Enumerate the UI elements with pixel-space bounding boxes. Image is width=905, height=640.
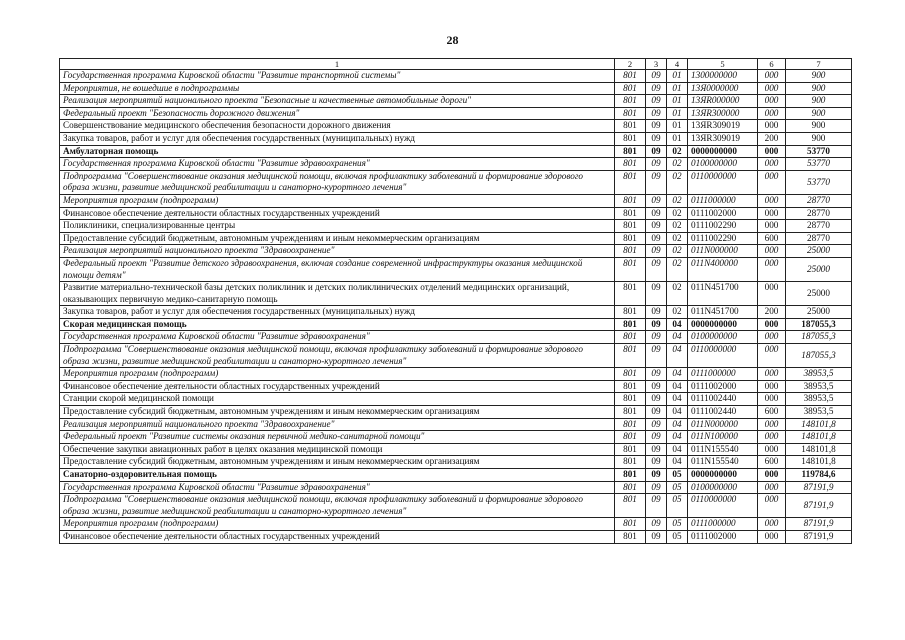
- row-amount: 900: [786, 82, 852, 95]
- row-col-6: 200: [758, 306, 786, 319]
- row-amount: 187055,3: [786, 344, 852, 368]
- row-col-3: 09: [646, 120, 667, 133]
- row-name: Подпрограмма "Совершенствование оказания медицинской помощи, включая профилактику заболеваний и формирование здорового образа жизни, развитие медицинской реабилитации и санаторно-курортного лечения": [60, 170, 615, 194]
- row-amount: 53770: [786, 170, 852, 194]
- row-amount: 28770: [786, 207, 852, 220]
- row-amount: 87191,9: [786, 494, 852, 518]
- row-name: Санаторно-оздоровительная помощь: [60, 469, 615, 482]
- row-col-2: 801: [615, 431, 646, 444]
- row-col-3: 09: [646, 518, 667, 531]
- row-col-5: 13ЯR309019: [688, 120, 758, 133]
- row-col-3: 09: [646, 194, 667, 207]
- header-col-5: 5: [688, 59, 758, 70]
- row-col-3: 09: [646, 207, 667, 220]
- row-col-3: 09: [646, 481, 667, 494]
- header-col-3: 3: [646, 59, 667, 70]
- row-col-4: 05: [667, 518, 688, 531]
- row-name: Финансовое обеспечение деятельности областных государственных учреждений: [60, 530, 615, 543]
- row-col-5: 011N155540: [688, 456, 758, 469]
- row-name: Предоставление субсидий бюджетным, автономным учреждениям и иным некоммерческим организациям: [60, 456, 615, 469]
- table-row: [60, 443, 852, 456]
- row-col-5: 011N000000: [688, 245, 758, 258]
- row-col-3: 09: [646, 158, 667, 171]
- table-row: [60, 158, 852, 171]
- row-amount: 28770: [786, 232, 852, 245]
- table-row: [60, 306, 852, 319]
- header-col-6: 6: [758, 59, 786, 70]
- row-col-6: 000: [758, 245, 786, 258]
- row-name: Обеспечение закупки авиационных работ в целях оказания медицинской помощи: [60, 443, 615, 456]
- row-col-3: 09: [646, 494, 667, 518]
- row-name: Государственная программа Кировской области "Развитие здравоохранения": [60, 158, 615, 171]
- row-name: Развитие материально-технической базы детских поликлиник и детских поликлинических отделений медицинских организаций, оказывающих первичную медико-санитарную помощь: [60, 282, 615, 306]
- table-row: [60, 120, 852, 133]
- row-col-5: 0111000000: [688, 368, 758, 381]
- row-amount: 38953,5: [786, 380, 852, 393]
- row-col-4: 02: [667, 170, 688, 194]
- row-col-5: 0110000000: [688, 344, 758, 368]
- row-col-6: 000: [758, 257, 786, 281]
- row-col-4: 04: [667, 418, 688, 431]
- header-col-2: 2: [615, 59, 646, 70]
- row-col-4: 01: [667, 70, 688, 83]
- row-col-3: 09: [646, 306, 667, 319]
- table-row: [60, 257, 852, 281]
- row-name: Мероприятия, не вошедшие в подпрограммы: [60, 82, 615, 95]
- row-col-6: 000: [758, 220, 786, 233]
- row-col-5: 0110000000: [688, 170, 758, 194]
- table-row: [60, 380, 852, 393]
- row-col-5: 0111002000: [688, 207, 758, 220]
- row-col-5: 011N400000: [688, 257, 758, 281]
- row-col-2: 801: [615, 232, 646, 245]
- table-row: [60, 530, 852, 543]
- row-col-3: 09: [646, 331, 667, 344]
- row-col-5: 0000000000: [688, 318, 758, 331]
- table-row: [60, 518, 852, 531]
- row-name: Финансовое обеспечение деятельности областных государственных учреждений: [60, 380, 615, 393]
- row-col-6: 000: [758, 82, 786, 95]
- row-col-4: 04: [667, 331, 688, 344]
- row-col-5: 011N155540: [688, 443, 758, 456]
- row-col-4: 02: [667, 220, 688, 233]
- row-col-5: 011N451700: [688, 306, 758, 319]
- table-row: [60, 393, 852, 406]
- row-col-2: 801: [615, 331, 646, 344]
- row-name: Закупка товаров, работ и услуг для обеспечения государственных (муниципальных) нужд: [60, 132, 615, 145]
- row-col-2: 801: [615, 132, 646, 145]
- row-col-5: 0111002440: [688, 406, 758, 419]
- row-amount: 87191,9: [786, 481, 852, 494]
- table-row: [60, 145, 852, 158]
- row-amount: 25000: [786, 282, 852, 306]
- row-col-6: 000: [758, 318, 786, 331]
- row-col-3: 09: [646, 443, 667, 456]
- row-col-6: 000: [758, 469, 786, 482]
- row-col-6: 000: [758, 70, 786, 83]
- header-col-1: 1: [60, 59, 615, 70]
- row-col-4: 04: [667, 344, 688, 368]
- row-col-2: 801: [615, 406, 646, 419]
- row-col-4: 01: [667, 120, 688, 133]
- table-row: [60, 406, 852, 419]
- row-amount: 148101,8: [786, 418, 852, 431]
- row-col-3: 09: [646, 418, 667, 431]
- row-col-4: 02: [667, 158, 688, 171]
- row-col-5: 011N100000: [688, 431, 758, 444]
- row-col-2: 801: [615, 82, 646, 95]
- table-row: [60, 82, 852, 95]
- row-amount: 38953,5: [786, 406, 852, 419]
- row-amount: 900: [786, 120, 852, 133]
- row-amount: 28770: [786, 194, 852, 207]
- row-col-4: 04: [667, 380, 688, 393]
- row-col-4: 04: [667, 318, 688, 331]
- row-col-3: 09: [646, 380, 667, 393]
- row-col-6: 000: [758, 145, 786, 158]
- table-row: [60, 318, 852, 331]
- row-col-3: 09: [646, 530, 667, 543]
- row-col-3: 09: [646, 257, 667, 281]
- row-col-5: 0111002290: [688, 220, 758, 233]
- row-col-2: 801: [615, 194, 646, 207]
- row-col-6: 000: [758, 393, 786, 406]
- row-col-5: 011N451700: [688, 282, 758, 306]
- row-col-4: 05: [667, 530, 688, 543]
- row-col-5: 0000000000: [688, 469, 758, 482]
- row-col-5: 0100000000: [688, 331, 758, 344]
- row-col-4: 01: [667, 132, 688, 145]
- row-col-2: 801: [615, 306, 646, 319]
- row-col-3: 09: [646, 469, 667, 482]
- row-col-5: 1300000000: [688, 70, 758, 83]
- row-col-5: 13ЯR000000: [688, 95, 758, 108]
- row-name: Предоставление субсидий бюджетным, автономным учреждениям и иным некоммерческим организациям: [60, 406, 615, 419]
- row-amount: 87191,9: [786, 530, 852, 543]
- row-name: Подпрограмма "Совершенствование оказания медицинской помощи, включая профилактику заболеваний и формирование здорового образа жизни, развитие медицинской реабилитации и санаторно-курортного лечения": [60, 344, 615, 368]
- page-number: 28: [446, 33, 459, 47]
- table-row: [60, 95, 852, 108]
- table-row: [60, 107, 852, 120]
- table-row: [60, 456, 852, 469]
- row-amount: 38953,5: [786, 393, 852, 406]
- row-col-6: 000: [758, 431, 786, 444]
- row-col-3: 09: [646, 456, 667, 469]
- header-col-4: 4: [667, 59, 688, 70]
- row-name: Государственная программа Кировской области "Развитие транспортной системы": [60, 70, 615, 83]
- row-col-4: 02: [667, 306, 688, 319]
- table-row: [60, 70, 852, 83]
- row-col-3: 09: [646, 406, 667, 419]
- row-col-5: 0100000000: [688, 481, 758, 494]
- row-col-3: 09: [646, 431, 667, 444]
- table-row: [60, 469, 852, 482]
- row-col-5: 13Я0000000: [688, 82, 758, 95]
- row-col-4: 02: [667, 245, 688, 258]
- row-name: Закупка товаров, работ и услуг для обеспечения государственных (муниципальных) нужд: [60, 306, 615, 319]
- row-col-3: 09: [646, 344, 667, 368]
- row-amount: 25000: [786, 306, 852, 319]
- row-col-6: 000: [758, 344, 786, 368]
- row-col-4: 02: [667, 257, 688, 281]
- row-col-5: 0000000000: [688, 145, 758, 158]
- row-col-6: 000: [758, 207, 786, 220]
- row-col-3: 09: [646, 107, 667, 120]
- row-col-4: 04: [667, 431, 688, 444]
- row-col-5: 0111002290: [688, 232, 758, 245]
- row-col-6: 000: [758, 282, 786, 306]
- row-col-2: 801: [615, 107, 646, 120]
- row-col-2: 801: [615, 170, 646, 194]
- table-row: [60, 132, 852, 145]
- row-amount: 25000: [786, 245, 852, 258]
- row-col-3: 09: [646, 318, 667, 331]
- row-col-5: 0100000000: [688, 158, 758, 171]
- row-name: Финансовое обеспечение деятельности областных государственных учреждений: [60, 207, 615, 220]
- row-col-4: 02: [667, 145, 688, 158]
- row-col-5: 0111000000: [688, 518, 758, 531]
- row-col-4: 04: [667, 368, 688, 381]
- row-name: Поликлиники, специализированные центры: [60, 220, 615, 233]
- row-amount: 900: [786, 132, 852, 145]
- row-col-4: 01: [667, 107, 688, 120]
- row-amount: 38953,5: [786, 368, 852, 381]
- table-row: [60, 245, 852, 258]
- row-col-5: 13ЯR300000: [688, 107, 758, 120]
- row-col-6: 000: [758, 481, 786, 494]
- row-col-2: 801: [615, 418, 646, 431]
- row-col-3: 09: [646, 132, 667, 145]
- row-name: Мероприятия программ (подпрограмм): [60, 518, 615, 531]
- row-amount: 25000: [786, 257, 852, 281]
- row-col-5: 0111000000: [688, 194, 758, 207]
- row-col-4: 05: [667, 469, 688, 482]
- row-col-2: 801: [615, 318, 646, 331]
- row-name: Федеральный проект "Безопасность дорожного движения": [60, 107, 615, 120]
- row-col-4: 04: [667, 393, 688, 406]
- row-col-6: 600: [758, 232, 786, 245]
- row-name: Станции скорой медицинской помощи: [60, 393, 615, 406]
- row-col-6: 000: [758, 170, 786, 194]
- row-col-6: 000: [758, 518, 786, 531]
- row-col-3: 09: [646, 145, 667, 158]
- row-name: Государственная программа Кировской области "Развитие здравоохранения": [60, 331, 615, 344]
- row-col-2: 801: [615, 481, 646, 494]
- row-col-6: 600: [758, 406, 786, 419]
- row-col-4: 02: [667, 282, 688, 306]
- row-name: Реализация мероприятий национального проекта "Безопасные и качественные автомобильные дороги": [60, 95, 615, 108]
- row-col-6: 600: [758, 456, 786, 469]
- row-col-4: 01: [667, 95, 688, 108]
- row-amount: 148101,8: [786, 443, 852, 456]
- table-header-row: [60, 59, 852, 70]
- row-col-2: 801: [615, 207, 646, 220]
- row-col-2: 801: [615, 257, 646, 281]
- row-amount: 53770: [786, 145, 852, 158]
- table-row: [60, 481, 852, 494]
- table-row: [60, 344, 852, 368]
- row-col-4: 04: [667, 456, 688, 469]
- row-name: Федеральный проект "Развитие детского здравоохранения, включая создание современной инфраструктуры оказания медицинской помощи детям": [60, 257, 615, 281]
- row-col-2: 801: [615, 344, 646, 368]
- row-amount: 900: [786, 70, 852, 83]
- table-row: [60, 207, 852, 220]
- row-col-2: 801: [615, 120, 646, 133]
- row-amount: 53770: [786, 158, 852, 171]
- row-col-2: 801: [615, 158, 646, 171]
- row-name: Подпрограмма "Совершенствование оказания медицинской помощи, включая профилактику заболеваний и формирование здорового образа жизни, развитие медицинской реабилитации и санаторно-курортного лечения": [60, 494, 615, 518]
- row-col-2: 801: [615, 469, 646, 482]
- row-name: Совершенствование медицинского обеспечения безопасности дорожного движения: [60, 120, 615, 133]
- row-col-4: 04: [667, 443, 688, 456]
- row-col-4: 02: [667, 207, 688, 220]
- row-col-4: 01: [667, 82, 688, 95]
- table-row: [60, 170, 852, 194]
- row-name: Мероприятия программ (подпрограмм): [60, 368, 615, 381]
- row-col-4: 05: [667, 481, 688, 494]
- table-row: [60, 418, 852, 431]
- table-row: [60, 194, 852, 207]
- row-col-2: 801: [615, 456, 646, 469]
- row-name: Государственная программа Кировской области "Развитие здравоохранения": [60, 481, 615, 494]
- row-col-5: 011N000000: [688, 418, 758, 431]
- row-col-5: 0111002000: [688, 530, 758, 543]
- row-col-3: 09: [646, 232, 667, 245]
- budget-table: [59, 58, 852, 544]
- row-col-6: 000: [758, 443, 786, 456]
- row-col-6: 000: [758, 418, 786, 431]
- row-col-2: 801: [615, 380, 646, 393]
- row-col-6: 000: [758, 331, 786, 344]
- row-name: Реализация мероприятий национального проекта "Здравоохранение": [60, 245, 615, 258]
- row-col-5: 0111002000: [688, 380, 758, 393]
- row-amount: 119784,6: [786, 469, 852, 482]
- row-col-2: 801: [615, 443, 646, 456]
- table-row: [60, 232, 852, 245]
- header-col-7: 7: [786, 59, 852, 70]
- row-col-6: 000: [758, 530, 786, 543]
- row-col-2: 801: [615, 518, 646, 531]
- row-name: Предоставление субсидий бюджетным, автономным учреждениям и иным некоммерческим организациям: [60, 232, 615, 245]
- row-col-6: 000: [758, 120, 786, 133]
- row-col-6: 000: [758, 380, 786, 393]
- row-col-3: 09: [646, 220, 667, 233]
- row-col-5: 13ЯR309019: [688, 132, 758, 145]
- row-amount: 148101,8: [786, 456, 852, 469]
- row-col-2: 801: [615, 393, 646, 406]
- row-col-4: 05: [667, 494, 688, 518]
- row-col-2: 801: [615, 95, 646, 108]
- row-col-5: 0111002440: [688, 393, 758, 406]
- row-col-4: 02: [667, 194, 688, 207]
- table-row: [60, 431, 852, 444]
- row-name: Мероприятия программ (подпрограмм): [60, 194, 615, 207]
- row-col-3: 09: [646, 393, 667, 406]
- row-amount: 28770: [786, 220, 852, 233]
- row-col-2: 801: [615, 70, 646, 83]
- table-row: [60, 220, 852, 233]
- row-amount: 148101,8: [786, 431, 852, 444]
- row-col-6: 000: [758, 368, 786, 381]
- row-name: Амбулаторная помощь: [60, 145, 615, 158]
- row-col-3: 09: [646, 282, 667, 306]
- row-col-2: 801: [615, 145, 646, 158]
- row-col-2: 801: [615, 368, 646, 381]
- row-col-3: 09: [646, 95, 667, 108]
- row-col-2: 801: [615, 282, 646, 306]
- row-name: Федеральный проект "Развитие системы оказания первичной медико-санитарной помощи": [60, 431, 615, 444]
- row-col-6: 000: [758, 494, 786, 518]
- row-amount: 900: [786, 107, 852, 120]
- row-col-6: 000: [758, 158, 786, 171]
- row-col-3: 09: [646, 82, 667, 95]
- row-name: Скорая медицинская помощь: [60, 318, 615, 331]
- table-row: [60, 368, 852, 381]
- row-amount: 900: [786, 95, 852, 108]
- row-col-3: 09: [646, 368, 667, 381]
- row-col-6: 000: [758, 194, 786, 207]
- row-name: Реализация мероприятий национального проекта "Здравоохранение": [60, 418, 615, 431]
- row-col-3: 09: [646, 170, 667, 194]
- row-col-4: 04: [667, 406, 688, 419]
- row-col-6: 000: [758, 107, 786, 120]
- row-col-2: 801: [615, 220, 646, 233]
- table-row: [60, 282, 852, 306]
- row-col-4: 02: [667, 232, 688, 245]
- row-col-2: 801: [615, 530, 646, 543]
- table-row: [60, 331, 852, 344]
- row-amount: 187055,3: [786, 318, 852, 331]
- row-amount: 87191,9: [786, 518, 852, 531]
- row-col-3: 09: [646, 70, 667, 83]
- row-col-5: 0110000000: [688, 494, 758, 518]
- row-col-3: 09: [646, 245, 667, 258]
- row-amount: 187055,3: [786, 331, 852, 344]
- row-col-6: 200: [758, 132, 786, 145]
- row-col-6: 000: [758, 95, 786, 108]
- row-col-2: 801: [615, 494, 646, 518]
- table-row: [60, 494, 852, 518]
- row-col-2: 801: [615, 245, 646, 258]
